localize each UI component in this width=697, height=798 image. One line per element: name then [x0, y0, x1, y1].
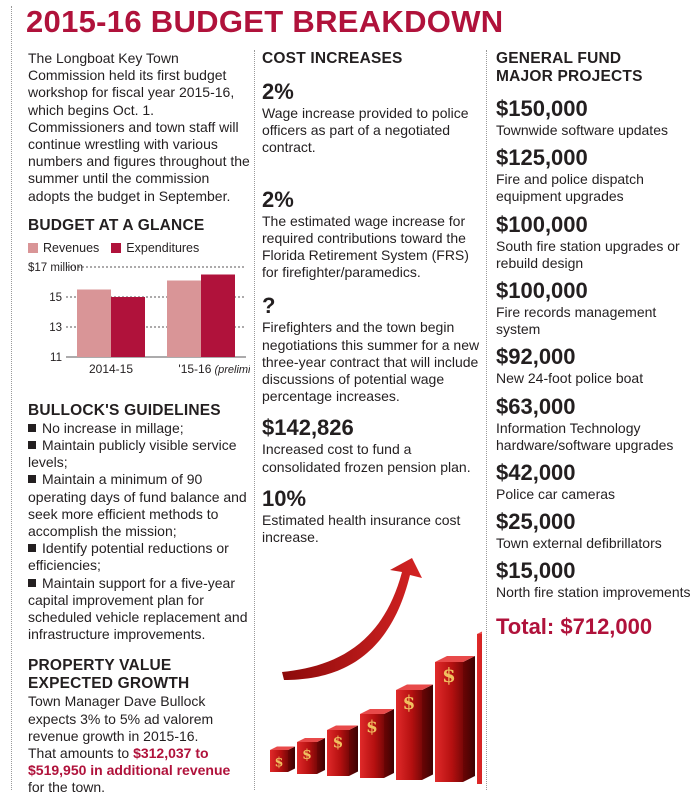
bullet-square-icon — [28, 441, 36, 449]
cost-item — [262, 486, 480, 546]
dollar-sign-icon: $ — [402, 693, 416, 715]
cost-text: Estimated health insurance cost increase. — [262, 511, 461, 546]
project-amount: $15,000 — [496, 558, 576, 584]
cost-value: 2% — [262, 79, 294, 104]
illustration-bar-side — [317, 738, 325, 774]
cost-item — [262, 293, 480, 405]
projects-total: Total: $712,000 — [496, 613, 653, 639]
illustration-bar-side — [422, 685, 433, 781]
legend-revenues: Revenues — [28, 241, 99, 255]
rising-bars-illustration — [262, 540, 482, 792]
cost-text: The estimated wage increase for required contributions toward the Florida Retirement System (FRS) for firefighter/paramedics. — [262, 212, 469, 281]
cost-value: 2% — [262, 186, 294, 212]
left-column — [28, 50, 250, 797]
illustration-bar-side — [288, 747, 295, 773]
y-tick-label: $17 million — [28, 261, 83, 274]
cost-item — [262, 415, 480, 475]
budget-glance-heading: BUDGET AT A GLANCE — [28, 216, 205, 234]
guidelines-list — [28, 420, 250, 644]
y-tick-label: 15 — [49, 291, 62, 304]
cost-value: $142,826 — [262, 415, 354, 441]
project-item — [496, 509, 692, 552]
middle-column — [262, 50, 480, 546]
guidelines-heading: BULLOCK'S GUIDELINES — [28, 401, 221, 419]
bar-expenditures-0 — [111, 297, 145, 357]
bullet-square-icon — [28, 579, 36, 587]
projects-heading: GENERAL FUND MAJOR PROJECTS — [496, 50, 643, 85]
column-divider — [254, 50, 255, 790]
project-description: Information Technology hardware/software upgrades — [496, 419, 674, 453]
project-description: New 24-foot police boat — [496, 370, 644, 387]
cost-item — [262, 79, 480, 157]
x-tick-label: '15-16 (prelim — [178, 361, 249, 376]
project-amount: $25,000 — [496, 509, 576, 535]
expenditures-swatch — [111, 243, 121, 253]
project-item — [496, 212, 692, 272]
bullet-square-icon — [28, 475, 36, 483]
dollar-sign-icon: $ — [442, 663, 456, 687]
illustration-bar-side — [463, 656, 475, 782]
project-description: Fire records management system — [496, 304, 657, 338]
bar-revenues-1 — [167, 280, 201, 357]
project-item — [496, 278, 692, 338]
project-item — [496, 344, 692, 387]
illustration-bar-top — [477, 628, 482, 635]
property-amount-text: That amounts to $312,037 to $519,950 in additional revenue for the town. — [28, 745, 231, 796]
page-title: 2015-16 BUDGET BREAKDOWN — [26, 4, 504, 39]
growth-arrow — [282, 558, 422, 680]
bullet-square-icon — [28, 424, 36, 432]
cost-text: Firefighters and the town begin negotiations this summer for a new three-year contract that will include discussions of potential wage percentage increases. — [262, 319, 480, 405]
project-description: North fire station improvements — [496, 584, 691, 601]
project-item — [496, 558, 692, 601]
project-description: South fire station upgrades or rebuild design — [496, 237, 680, 271]
additional-revenue-highlight: $312,037 to $519,950 in additional revenue — [28, 745, 231, 779]
project-amount: $100,000 — [496, 278, 588, 304]
project-item — [496, 394, 692, 454]
legend-expenditures: Expenditures — [111, 241, 199, 255]
bar-revenues-0 — [77, 289, 111, 357]
project-item — [496, 460, 692, 503]
project-item — [496, 96, 692, 139]
project-amount: $42,000 — [496, 460, 576, 486]
project-description: Fire and police dispatch equipment upgrades — [496, 171, 644, 205]
chart-legend — [28, 241, 250, 255]
budget-bar-chart — [28, 259, 250, 379]
project-amount: $92,000 — [496, 344, 576, 370]
project-description: Town external defibrillators — [496, 535, 662, 552]
guideline-item: Maintain a minimum of 90 operating days of fund balance and seek more efficient methods to accomplish the mission; — [28, 471, 247, 540]
cost-text: Increased cost to fund a consolidated frozen pension plan. — [262, 441, 471, 475]
illustration-bar-side — [349, 726, 358, 777]
guideline-item: No increase in millage; — [28, 420, 250, 437]
y-tick-label: 13 — [49, 321, 62, 334]
column-divider — [486, 50, 487, 790]
project-item — [496, 145, 692, 205]
project-amount: $100,000 — [496, 211, 588, 237]
right-column — [496, 50, 692, 640]
property-text: Town Manager Dave Bullock expects 3% to 5% ad valorem revenue growth in 2015-16. — [28, 693, 214, 744]
guideline-item: Maintain publicly visible service levels; — [28, 437, 237, 471]
x-tick-label: 2014-15 — [88, 361, 134, 376]
property-heading: PROPERTY VALUE EXPECTED GROWTH — [28, 657, 190, 693]
bullet-square-icon — [28, 544, 36, 552]
revenues-swatch — [28, 243, 38, 253]
dollar-sign-icon: $ — [366, 716, 378, 737]
cost-text: Wage increase provided to police officers as part of a negotiated contract. — [262, 105, 469, 156]
project-amount: $125,000 — [496, 145, 588, 171]
project-description: Townwide software updates — [496, 122, 668, 138]
project-amount: $63,000 — [496, 393, 576, 419]
project-description: Police car cameras — [496, 486, 616, 503]
project-amount: $150,000 — [496, 96, 588, 121]
cost-item — [262, 187, 480, 282]
bar-expenditures-1 — [201, 274, 235, 357]
left-rule — [4, 6, 12, 790]
intro-paragraph: The Longboat Key Town Commission held its first budget workshop for fiscal year 2015-16, which begins Oct. 1. Commissioners and town staff will continue wrestling with various numbers and figures throughout the summer until the commission adopts the budget in September. — [28, 50, 250, 204]
y-tick-label: 11 — [50, 351, 62, 364]
dollar-sign-icon: $ — [274, 754, 284, 770]
dollar-sign-icon: $ — [302, 747, 312, 763]
guideline-item: Identify potential reductions or efficiencies; — [28, 540, 229, 574]
guideline-item: Maintain support for a five-year capital improvement plan for scheduled vehicle replacement and infrastructure improvements. — [28, 574, 248, 643]
cost-increases-heading: COST INCREASES — [262, 50, 403, 67]
projects-list — [496, 96, 692, 602]
illustration-bar-side — [384, 709, 394, 778]
cost-value: ? — [262, 293, 276, 319]
cost-value: 10% — [262, 485, 307, 511]
illustration-bar — [477, 634, 482, 784]
dollar-sign-icon: $ — [332, 733, 344, 752]
